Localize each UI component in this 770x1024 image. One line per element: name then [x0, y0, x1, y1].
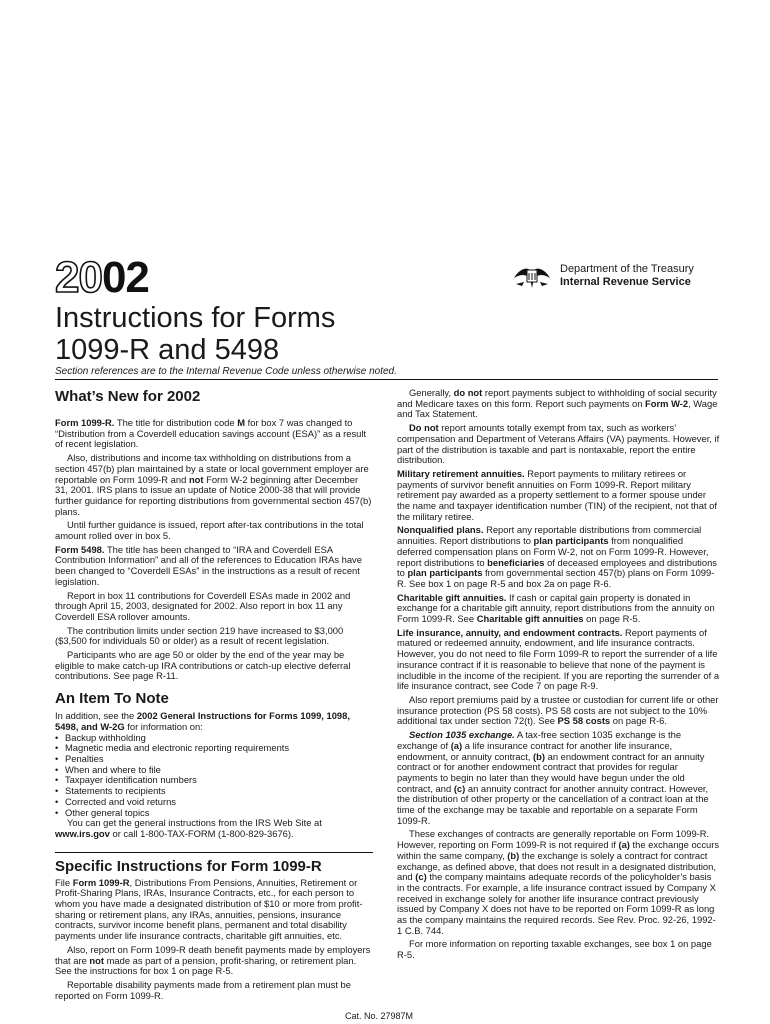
paragraph: Do not report amounts totally exempt from tax, such as workers’ compensation and Department of Veterans Affairs (VA) payments. However, if part of the distribution is taxable and part is nontaxable, report the entire distribution. — [397, 422, 720, 466]
year-outline: 20 — [55, 253, 102, 302]
list-item: • When and where to file — [55, 765, 373, 776]
section-reference-note: Section references are to the Internal Revenue Code unless otherwise noted. — [55, 366, 397, 377]
list-item: • Statements to recipients — [55, 786, 373, 797]
paragraph: Also, report on Form 1099-R death benefit payments made by employers that are not made as part of a pension, profit-sharing, or retirement plan. See the instructions for box 1 on page R-5. — [55, 943, 371, 977]
list-item: • Other general topics — [55, 808, 373, 819]
paragraph: Military retirement annuities. Report payments to military retirees or payments of survivor benefit annuities on Form 1099-R. Report military retirement pay awarded as a property settlement to a former spouse under the name and taxpayer identification number (TIN) of the recipient, not that of the military retiree. — [397, 467, 717, 522]
year-solid: 02 — [101, 253, 149, 302]
paragraph: These exchanges of contracts are generally reportable on Form 1099-R. However, reporting on Form 1099-R is not required if (a) the exchange occurs within the same company, (b) the exchange is solely a contract for contract exchange, as defined above, that does not result in a designated distribution, and (c) the company maintains adequate records of the policyholder’s basis in the contracts. For example, a life insurance contract issued by Company X received in exchange solely for another life insurance contract previously issued by Company X does not have to be reported on Form 1099-R as long as the company maintains the required records. See Rev. Proc. 92-26, 1992-1 C.B. 744. — [397, 828, 720, 936]
header-rule — [55, 379, 718, 380]
department-name: Department of the Treasury — [560, 263, 694, 275]
title-line-2: 1099-R and 5498 — [55, 334, 280, 366]
list-item: • Penalties — [55, 754, 373, 765]
paragraph: For more information on reporting taxable exchanges, see box 1 on page R-5. — [397, 938, 712, 961]
document-title — [55, 302, 335, 366]
paragraph: Also report premiums paid by a trustee or custodian for current life or other insurance protection (PS 58 costs). PS 58 costs are not subject to the 10% additional tax under section 72(t). See PS 58 costs on page R-6. — [397, 693, 719, 727]
paragraph: The contribution limits under section 219 have increased to $3,000 ($3,500 for individuals 50 or older) as a result of recent legislation. — [55, 624, 344, 647]
paragraph: Nonqualified plans. Report any reportable distributions from commercial annuities. Report distributions to plan participants from nonqualified deferred compensation plans on Form W-2, not on Form 1099-R. However, report distributions to beneficiaries of deceased employees and distributions to plan participants from governmental section 457(b) plans on Form 1099-R. See box 1 on page R-5 and box 2a on page R-6. — [397, 524, 717, 589]
paragraph: Form 5498. The title has been changed to “IRA and Coverdell ESA Contribution Information” and all of the references to Education IRAs have been changed to “Coverdell ESAs” in the instructions as a result of recent legislation. — [55, 543, 362, 587]
whats-new-heading: What’s New for 2002 — [55, 388, 201, 405]
form-year — [55, 253, 149, 302]
paragraph: Form 1099-R. The title for distribution code M for box 7 was changed to “Distribution from a Coverdell education savings account (ESA)” as a result of recent legislation. — [55, 417, 367, 450]
list-item: • Taxpayer identification numbers — [55, 775, 373, 786]
paragraph: In addition, see the 2002 General Instructions for Forms 1099, 1098, 5498, and W-2G for information on: — [55, 710, 350, 732]
paragraph: Until further guidance is issued, report after-tax contributions in the total amount rolled over in box 5. — [55, 519, 364, 542]
paragraph: Participants who are age 50 or older by the end of the year may be eligible to make catch-up IRA contributions or catch-up elective deferral contributions. See page R-11. — [55, 649, 351, 682]
list-item: • Corrected and void returns — [55, 797, 373, 808]
irs-website-link[interactable]: www.irs.gov — [55, 827, 110, 839]
topics-list — [55, 733, 373, 819]
paragraph: Life insurance, annuity, and endowment contracts. Report payments of matured or redeemed annuity, endowment, and life insurance contracts. However, you do not need to file Form 1099-R to report the surrender of a life insurance contract if it is reasonable to believe that none of the payment is includible in the income of the recipient. If you are reporting the surrender of a life insurance contract, see Code 7 on page R-9. — [397, 626, 720, 692]
catalog-number: Cat. No. 27987M — [345, 1011, 414, 1021]
item-to-note-heading: An Item To Note — [55, 690, 169, 708]
paragraph: File Form 1099-R, Distributions From Pensions, Annuities, Retirement or Profit-Sharing Plans, IRAs, Insurance Contracts, etc., for each person to whom you have made a designated distribution of $10 or more from profit-sharing or retirement plans, any IRAs, annuities, pensions, insurance contracts, survivor income benefit plans, permanent and total disability payments under life insurance contracts, charitable gift annuities, etc. — [55, 876, 363, 942]
list-item: • Backup withholding — [55, 733, 373, 744]
paragraph: Generally, do not report payments subject to withholding of social security and Medicare taxes on this form. Report such payments on Form W-2, Wage and Tax Statement. — [397, 387, 718, 420]
agency-name: Internal Revenue Service — [560, 276, 691, 288]
right-column — [397, 388, 720, 964]
irs-eagle-logo-icon — [512, 262, 552, 292]
paragraph: You can get the general instructions from the IRS Web Site at www.irs.gov or call 1-800-TAX-FORM (1-800-829-3676). — [55, 817, 322, 839]
paragraph: Charitable gift annuities. If cash or capital gain property is donated in exchange for a charitable gift annuity, report distributions from the annuity on Form 1099-R. See Charitable gift annuities on page R-5. — [397, 591, 715, 625]
list-item: • Magnetic media and electronic reporting requirements — [55, 743, 373, 754]
left-column — [55, 388, 373, 1004]
paragraph: Also, distributions and income tax withholding on distributions from a section 457(b) plan maintained by a state or local government employer are reportable on Form 1099-R and not Form W-2 beginning after December 31, 2001. IRS plans to issue an update of Notice 2000-38 that will provide further guidance for reporting distributions from governmental section 457(b) plans. — [55, 452, 372, 517]
paragraph: Section 1035 exchange. A tax-free section 1035 exchange is the exchange of (a) a life insurance contract for another life insurance, endowment, or annuity contract, (b) an endowment contract for an annuity contract or for another endowment contract that provides for regular payments to begin no later than they would have begun under the old contract, and (c) an annuity contract for another annuity contract. However, the distribution of other property or the cancellation of a contract loan at the time of the exchange may be taxable and reportable on a separate Form 1099-R. — [397, 729, 709, 826]
paragraph: Report in box 11 contributions for Coverdell ESAs made in 2002 and through April 15, 2003, designated for 2002. Also report in box 11 any Coverdell ESA rollover amounts. — [55, 589, 351, 622]
department-block — [560, 263, 694, 289]
specific-instructions-heading: Specific Instructions for Form 1099-R — [55, 852, 373, 876]
paragraph: Reportable disability payments made from a retirement plan must be reported on Form 1099-R. — [55, 978, 351, 1001]
title-line-1: Instructions for Forms — [55, 302, 336, 334]
